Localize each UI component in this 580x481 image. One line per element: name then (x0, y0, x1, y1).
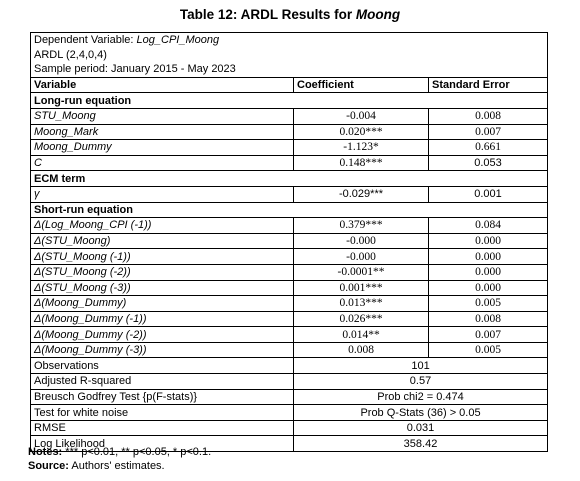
table-title: Table 12: ARDL Results for Moong (179, 7, 401, 22)
variable-cell: Moong_Mark (31, 124, 294, 140)
variable-cell: STU_Moong (31, 108, 294, 124)
table-row (31, 233, 548, 249)
stat-value: 0.57 (294, 374, 548, 390)
coefficient-cell: 0.008 (294, 342, 429, 358)
std-error-cell: 0.007 (429, 124, 548, 140)
variable-cell: Moong_Dummy (31, 140, 294, 156)
std-error-cell: 0.005 (429, 342, 548, 358)
table-row (31, 62, 548, 77)
coefficient-cell: -0.000 (294, 233, 429, 249)
stat-value: Prob Q-Stats (36) > 0.05 (294, 405, 548, 421)
table-row (31, 33, 548, 48)
variable-cell: Δ(Moong_Dummy (-3)) (31, 342, 294, 358)
coefficient-cell: -1.123* (294, 140, 429, 156)
stat-value: 0.031 (294, 420, 548, 436)
stat-value: Prob chi2 = 0.474 (294, 389, 548, 405)
variable-cell: C (31, 155, 294, 171)
variable-cell: Δ(STU_Moong (-1)) (31, 249, 294, 265)
table-header-row (31, 77, 548, 93)
table-title-subject: Moong (355, 7, 401, 22)
short-run-label: Short-run equation (31, 202, 548, 218)
coefficient-cell: -0.000 (294, 249, 429, 265)
table-row (31, 124, 548, 140)
dependent-variable-line: Dependent Variable: Log_CPI_Moong (31, 33, 548, 48)
std-error-cell: 0.000 (429, 280, 548, 296)
long-run-label: Long-run equation (31, 93, 548, 109)
header-coefficient: Coefficient (294, 77, 429, 93)
coefficient-cell: -0.029*** (294, 186, 429, 202)
std-error-cell: 0.001 (429, 186, 548, 202)
variable-cell: Δ(STU_Moong (-2)) (31, 264, 294, 280)
header-std-error: Standard Error (429, 77, 548, 93)
coefficient-cell: 0.026*** (294, 311, 429, 327)
stat-label: Log Likelihood (31, 436, 294, 452)
table-row (31, 264, 548, 280)
source-note: Source: Authors' estimates. (28, 460, 165, 472)
std-error-cell: 0.007 (429, 327, 548, 343)
variable-cell: Δ(Moong_Dummy (-2)) (31, 327, 294, 343)
table-row (31, 140, 548, 156)
significance-note: Notes: *** p<0.01, ** p<0.05, * p<0.1. (28, 446, 212, 458)
coefficient-cell: 0.013*** (294, 296, 429, 312)
variable-cell: Δ(Log_Moong_CPI (-1)) (31, 218, 294, 234)
stats-row (31, 374, 548, 390)
ardl-results-table (30, 32, 548, 452)
coefficient-cell: 0.379*** (294, 218, 429, 234)
table-row (31, 249, 548, 265)
section-row (31, 93, 548, 109)
stats-row (31, 405, 548, 421)
table-row (31, 296, 548, 312)
section-row (31, 171, 548, 187)
std-error-cell: 0.053 (429, 155, 548, 171)
table-row (31, 155, 548, 171)
stat-label: RMSE (31, 420, 294, 436)
stat-label: Breusch Godfrey Test {p(F-stats)} (31, 389, 294, 405)
header-variable: Variable (31, 77, 294, 93)
stat-label: Observations (31, 358, 294, 374)
coefficient-cell: 0.020*** (294, 124, 429, 140)
table-row (31, 342, 548, 358)
table-notes (28, 445, 211, 473)
stats-row (31, 420, 548, 436)
std-error-cell: 0.008 (429, 311, 548, 327)
section-row (31, 202, 548, 218)
coefficient-cell: -0.0001** (294, 264, 429, 280)
table-row (31, 186, 548, 202)
table-row (31, 280, 548, 296)
stat-label: Adjusted R-squared (31, 374, 294, 390)
std-error-cell: 0.661 (429, 140, 548, 156)
table-row (31, 218, 548, 234)
table-row (31, 108, 548, 124)
sample-period: Sample period: January 2015 - May 2023 (31, 62, 548, 77)
stats-row (31, 389, 548, 405)
variable-cell: Δ(STU_Moong) (31, 233, 294, 249)
variable-cell: γ (31, 186, 294, 202)
ecm-term-label: ECM term (31, 171, 548, 187)
std-error-cell: 0.005 (429, 296, 548, 312)
std-error-cell: 0.084 (429, 218, 548, 234)
coefficient-cell: 0.148*** (294, 155, 429, 171)
stat-label: Test for white noise (31, 405, 294, 421)
std-error-cell: 0.000 (429, 264, 548, 280)
variable-cell: Δ(Moong_Dummy) (31, 296, 294, 312)
stat-value: 101 (294, 358, 548, 374)
table-row (31, 327, 548, 343)
coefficient-cell: 0.001*** (294, 280, 429, 296)
model-spec: ARDL (2,4,0,4) (31, 48, 548, 63)
std-error-cell: 0.000 (429, 233, 548, 249)
table-row (31, 311, 548, 327)
coefficient-cell: 0.014** (294, 327, 429, 343)
variable-cell: Δ(Moong_Dummy (-1)) (31, 311, 294, 327)
std-error-cell: 0.008 (429, 108, 548, 124)
stats-row (31, 358, 548, 374)
variable-cell: Δ(STU_Moong (-3)) (31, 280, 294, 296)
table-row (31, 48, 548, 63)
coefficient-cell: -0.004 (294, 108, 429, 124)
std-error-cell: 0.000 (429, 249, 548, 265)
stat-value: 358.42 (294, 436, 548, 452)
